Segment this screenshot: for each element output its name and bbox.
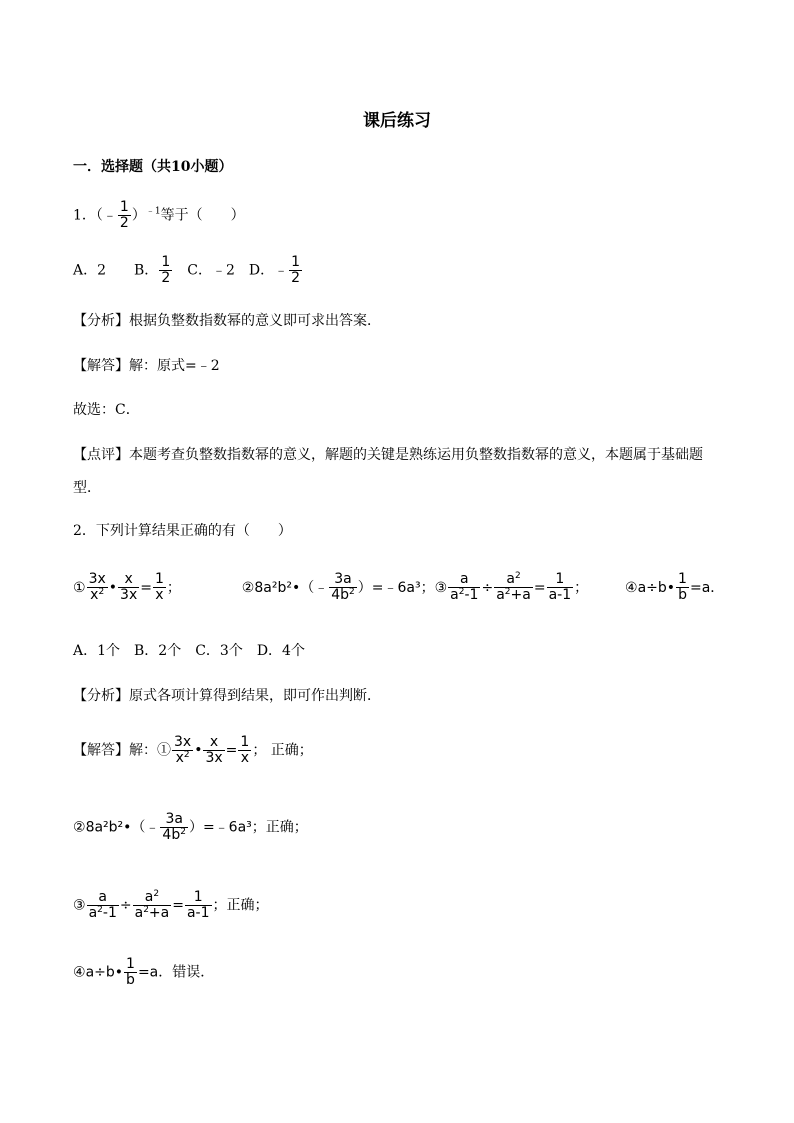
superscript: 2 [183,749,190,760]
base: x [175,749,184,766]
superscript: 2 [349,586,355,597]
fraction-numerator: 3x [88,571,106,587]
fraction-numerator: 1 [240,734,250,750]
answer-tag: 【解答】 [73,742,129,759]
q1-stem-mid: ） [131,207,146,224]
fraction-numerator: 3a [165,811,183,827]
q2-answer-step-2 [73,812,308,843]
q1-choice: 故选：C． [73,402,140,418]
expr1 [73,571,181,603]
fraction-numerator [494,572,533,587]
fraction-numerator: a [460,571,469,587]
dot: • [108,579,118,596]
fraction [160,812,188,843]
tail: -1 [464,586,479,603]
section-heading: 一．选择题（共10小题） [73,159,233,175]
q2-answer-step-1 [73,735,313,766]
dot: • [194,742,203,759]
expr4-suffix: =a． [137,964,173,981]
base: 4b [331,586,350,603]
fraction-denominator [160,827,188,843]
mark-4: ④ [73,964,86,981]
fraction-denominator: x [238,750,251,766]
verdict-correct: 正确； [226,897,269,914]
superscript: 2 [98,586,105,597]
fraction [494,572,533,603]
fraction-numerator [133,890,172,905]
fraction-numerator: 1 [119,199,129,215]
expr3 [434,571,589,603]
superscript: 2 [180,826,186,837]
fraction-denominator: b [676,587,689,603]
base: a [134,904,144,921]
answer-tag: 【解答】 [73,358,129,374]
terminator: ； [212,897,227,914]
fraction-denominator [87,905,119,921]
fraction [448,572,480,603]
q1-options [73,255,303,286]
q2-analysis [73,689,381,703]
fraction [87,572,108,603]
fraction [238,735,251,766]
fraction-numerator: 1 [678,571,687,587]
q1-exponent: ﹣1 [145,206,161,217]
fraction-denominator: 2 [161,269,171,286]
fraction [185,890,212,921]
fraction-numerator: 3x [174,734,192,750]
fraction-numerator: 1 [291,254,300,270]
fraction-denominator: a-1 [548,586,572,603]
fraction-denominator: 2 [291,269,300,286]
fraction-numerator: 1 [161,254,171,270]
comment-text: 本题考查负整数指数幂的意义，解题的关键是熟练运用负整数指数幂的意义，本题属于基础题 [129,447,703,463]
mark-1: ① [157,742,171,759]
analysis-tag: 【分析】 [73,688,129,704]
equals: = [225,742,238,759]
terminator: ； [574,579,589,596]
expr4 [625,571,725,603]
fraction [118,572,139,603]
expr4-prefix: a÷b• [85,964,124,981]
q1-option-c: C．﹣2 D．﹣ [173,262,289,279]
fraction-denominator [172,750,193,766]
base: a [450,586,459,603]
mark-3: ③ [73,897,86,914]
q2-expressions [73,572,724,603]
expr2-prefix: 8a²b²•（﹣ [85,819,160,836]
q1-comment-cont: 型． [73,480,101,496]
fraction-denominator [448,587,480,603]
superscript: 2 [153,889,160,899]
expr4-suffix: =a． [689,579,725,596]
page-title: 课后练习 [363,111,431,131]
divide-sign: ÷ [481,579,494,596]
q1-answer [73,359,220,373]
terminator: ； [166,579,181,596]
q1-comment [73,448,703,462]
q1-base-fraction [118,200,131,231]
analysis-text: 根据负整数指数幂的意义即可求出答案． [129,313,381,329]
divide-sign: ÷ [119,897,132,914]
base: a [506,571,515,587]
fraction [676,572,689,603]
fraction [153,572,166,603]
comment-tag: 【点评】 [73,447,129,463]
expr2-suffix: ）=﹣6a³； [357,579,435,596]
base: a [496,586,505,603]
tail: +a [510,586,531,603]
fraction [172,735,193,766]
verdict-wrong: 错误． [172,964,215,981]
fraction-denominator [494,587,533,603]
fraction-denominator: x [153,587,166,603]
fraction-denominator: 3x [205,749,223,766]
expr2 [241,571,435,603]
q1-option-b-fraction [159,255,172,286]
superscript: 2 [143,904,149,915]
fraction-numerator: 1 [126,956,135,972]
q2-answer-step-4 [73,957,214,988]
q1-option-a: A．2 B． [73,262,159,279]
fraction [203,735,224,766]
base: x [90,586,99,603]
q2-answer-step-3 [73,890,269,921]
equals: = [140,579,152,596]
tail: +a [148,904,170,921]
mark-1: ① [73,579,86,596]
equals: = [172,897,184,914]
verdict-correct: 正确； [270,742,313,759]
base: a [88,904,98,921]
q1-analysis [73,314,381,328]
equals: = [533,579,546,596]
terminator: ； [252,742,267,759]
base: 4b [162,826,181,843]
fraction-denominator [87,587,108,603]
answer-prefix: 解： [129,742,157,759]
expr2-suffix: ）=﹣6a³； [188,819,266,836]
fraction-numerator: a [98,889,107,905]
base: a [144,889,154,905]
fraction-numerator: 1 [193,889,203,905]
expr4-prefix: a÷b• [637,579,676,596]
fraction [124,957,137,988]
verdict-correct: 正确； [265,819,308,836]
q1-stem-suffix: 等于（ ） [160,207,245,224]
superscript: 2 [458,586,465,597]
q2-stem: 2．下列计算结果正确的有（ ） [73,523,292,539]
fraction-numerator: 1 [154,571,164,587]
fraction-denominator: b [124,972,137,988]
fraction-numerator: x [124,571,133,587]
fraction-numerator: 3a [334,571,352,587]
q2-options: A．1个 B．2个 C．3个 D．4个 [73,643,305,659]
q1-stem-prefix: 1．（﹣ [73,207,117,224]
answer-text: 解：原式=﹣2 [129,358,220,374]
fraction-numerator: x [209,734,219,750]
superscript: 2 [514,571,521,581]
analysis-tag: 【分析】 [73,313,129,329]
expr2-prefix: 8a²b²•（﹣ [254,579,329,596]
fraction-denominator: 2 [119,214,129,231]
superscript: 2 [97,904,103,915]
fraction-denominator: a-1 [186,904,210,921]
fraction-denominator [329,587,357,603]
fraction [87,890,119,921]
analysis-text: 原式各项计算得到结果，即可作出判断． [129,688,381,704]
fraction [329,572,357,603]
mark-2: ② [241,579,255,596]
q1-stem [73,200,245,231]
mark-2: ② [73,819,86,836]
tail: -1 [102,904,117,921]
superscript: 2 [504,586,511,597]
fraction-denominator: 3x [120,586,138,603]
q1-option-d-fraction [289,255,302,286]
fraction [547,572,574,603]
mark-3: ③ [434,579,448,596]
mark-4: ④ [625,579,638,596]
fraction [133,890,172,921]
fraction-numerator: 1 [555,571,565,587]
fraction-denominator [133,905,172,921]
